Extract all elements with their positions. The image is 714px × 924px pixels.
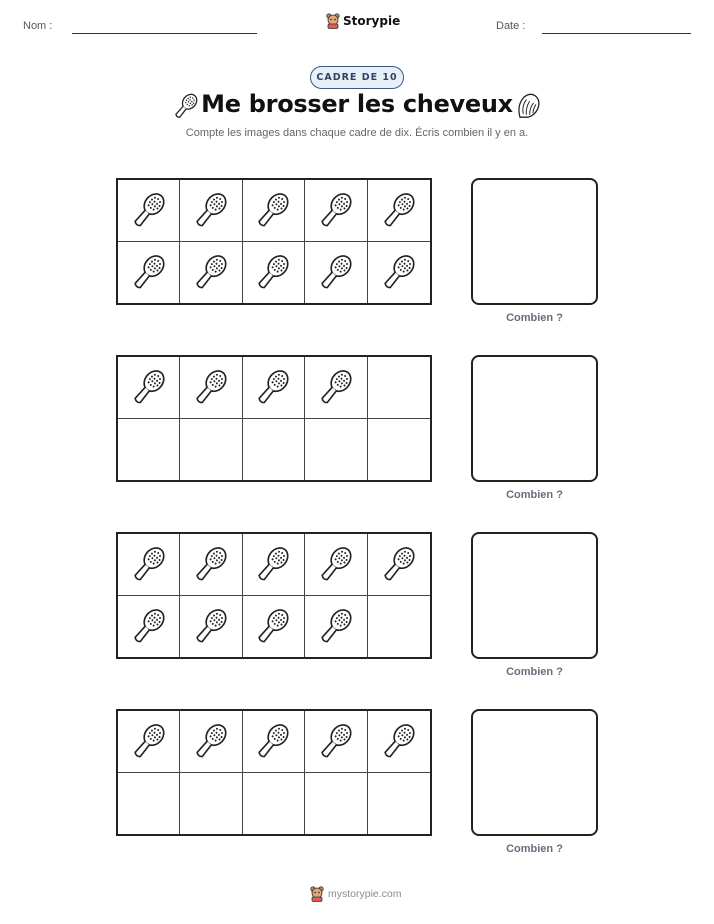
combien-label: Combien ? xyxy=(506,843,563,855)
frame-cell xyxy=(305,242,367,304)
hairbrush-icon xyxy=(314,365,358,409)
frame-cell xyxy=(368,419,430,481)
hairbrush-icon xyxy=(189,604,233,648)
frame-cell xyxy=(243,534,305,596)
hairbrush-icon xyxy=(377,719,421,763)
hairbrush-icon xyxy=(251,188,295,232)
hairbrush-icon xyxy=(314,188,358,232)
frame-cell xyxy=(118,419,180,481)
frame-cell xyxy=(180,711,242,773)
hairbrush-icon xyxy=(377,188,421,232)
frame-cell xyxy=(368,180,430,242)
bear-icon xyxy=(310,886,324,902)
hairbrush-icon xyxy=(127,719,171,763)
hairbrush-icon xyxy=(127,542,171,586)
hairbrush-icon xyxy=(314,604,358,648)
frame-cell xyxy=(118,534,180,596)
frame-cell xyxy=(180,242,242,304)
frame-cell xyxy=(180,596,242,658)
hairbrush-icon xyxy=(189,719,233,763)
frame-cell xyxy=(305,773,367,835)
hairbrush-icon xyxy=(251,250,295,294)
hairbrush-icon xyxy=(251,365,295,409)
frame-cell xyxy=(118,711,180,773)
frame-cell xyxy=(243,711,305,773)
page-title: Me brosser les cheveux xyxy=(201,90,513,118)
brand-name: Storypie xyxy=(343,14,401,28)
frame-cell xyxy=(118,773,180,835)
hairbrush-icon xyxy=(189,188,233,232)
frame-cell xyxy=(118,180,180,242)
frame-cell xyxy=(368,773,430,835)
frame-cell xyxy=(243,180,305,242)
frame-cell xyxy=(180,357,242,419)
date-line[interactable] xyxy=(542,33,691,34)
footer xyxy=(310,886,402,902)
ten-frame xyxy=(116,532,432,659)
answer-box[interactable] xyxy=(471,355,598,482)
hairbrush-icon xyxy=(314,250,358,294)
frame-cell xyxy=(118,242,180,304)
frame-cell xyxy=(368,596,430,658)
frame-cell xyxy=(368,711,430,773)
date-label: Date : xyxy=(496,20,526,32)
frame-cell xyxy=(368,534,430,596)
hairbrush-icon xyxy=(189,250,233,294)
combien-label: Combien ? xyxy=(506,666,563,678)
frame-cell xyxy=(118,357,180,419)
hair-icon xyxy=(512,90,544,122)
frame-cell xyxy=(305,419,367,481)
name-line[interactable] xyxy=(72,33,257,34)
frame-cell xyxy=(243,357,305,419)
frame-cell xyxy=(180,419,242,481)
footer-url: mystorypie.com xyxy=(328,888,402,900)
frame-cell xyxy=(118,596,180,658)
hairbrush-icon xyxy=(314,719,358,763)
ten-frame xyxy=(116,178,432,305)
frame-cell xyxy=(305,180,367,242)
hairbrush-icon xyxy=(251,542,295,586)
combien-label: Combien ? xyxy=(506,489,563,501)
activity-badge: CADRE DE 10 xyxy=(310,66,404,89)
frame-cell xyxy=(243,419,305,481)
name-label: Nom : xyxy=(23,20,53,32)
storypie-logo xyxy=(326,13,400,29)
frame-cell xyxy=(305,596,367,658)
frame-cell xyxy=(180,180,242,242)
hairbrush-icon xyxy=(189,365,233,409)
hairbrush-icon xyxy=(251,604,295,648)
frame-cell xyxy=(243,242,305,304)
hairbrush-icon xyxy=(251,719,295,763)
answer-box[interactable] xyxy=(471,709,598,836)
hairbrush-icon xyxy=(127,604,171,648)
bear-icon xyxy=(326,13,340,29)
frame-cell xyxy=(368,357,430,419)
frame-cell xyxy=(305,534,367,596)
frame-cell xyxy=(305,711,367,773)
frame-cell xyxy=(180,773,242,835)
ten-frame xyxy=(116,709,432,836)
frame-cell xyxy=(243,596,305,658)
answer-box[interactable] xyxy=(471,532,598,659)
hairbrush-icon xyxy=(377,250,421,294)
frame-cell xyxy=(368,242,430,304)
hairbrush-icon xyxy=(189,542,233,586)
hairbrush-icon xyxy=(127,188,171,232)
hairbrush-icon xyxy=(127,365,171,409)
hairbrush-icon xyxy=(377,542,421,586)
instructions: Compte les images dans chaque cadre de dix. Écris combien il y en a. xyxy=(185,127,529,139)
frame-cell xyxy=(180,534,242,596)
hairbrush-icon xyxy=(314,542,358,586)
ten-frame xyxy=(116,355,432,482)
frame-cell xyxy=(243,773,305,835)
combien-label: Combien ? xyxy=(506,312,563,324)
answer-box[interactable] xyxy=(471,178,598,305)
hairbrush-icon xyxy=(127,250,171,294)
frame-cell xyxy=(305,357,367,419)
